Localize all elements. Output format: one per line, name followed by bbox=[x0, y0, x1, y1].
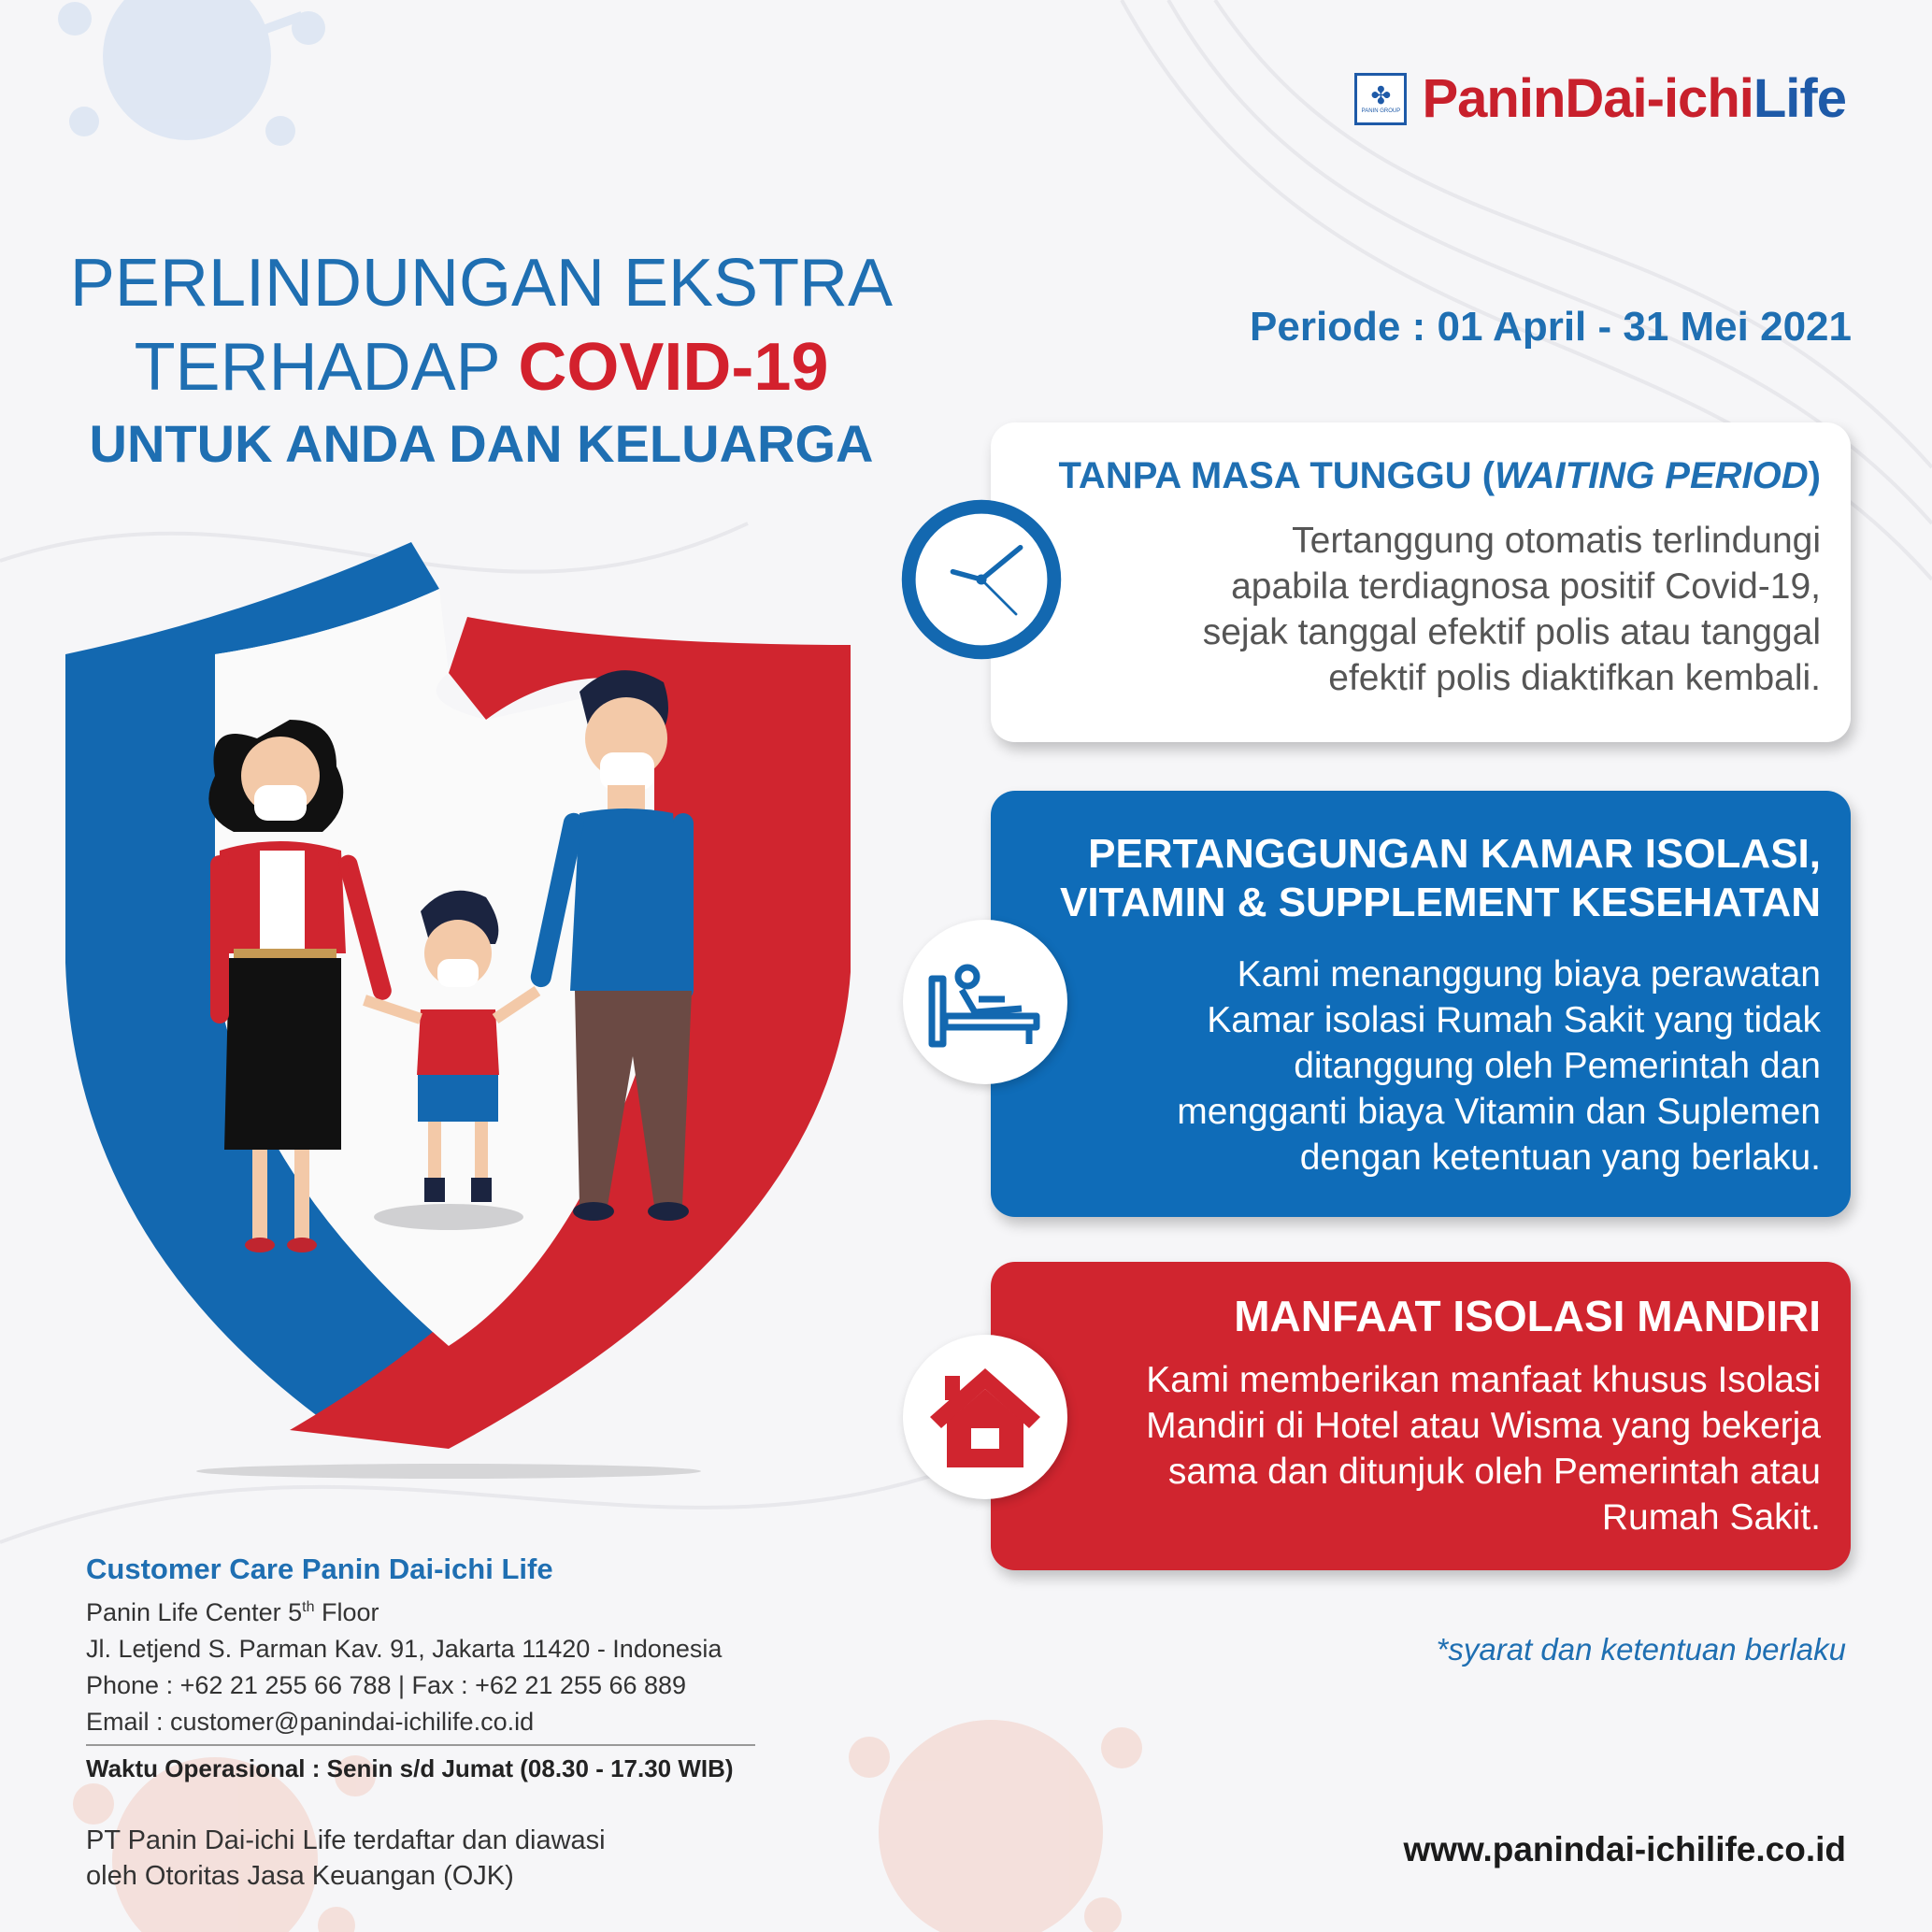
contact-address-1: Panin Life Center 5th Floor bbox=[86, 1598, 379, 1626]
customer-care-contact bbox=[86, 1550, 759, 1894]
website-link[interactable]: www.panindai-ichilife.co.id bbox=[1403, 1830, 1846, 1868]
panin-group-mark-icon: ✤ PANIN GROUP bbox=[1354, 73, 1407, 125]
card-isolation-room bbox=[991, 791, 1851, 1217]
card-isolation-room-body: Kami menanggung biaya perawatan Kamar isolasi Rumah Sakit yang tidak ditanggung oleh Pemerintah dan mengganti biaya Vitamin dan Suplemen dengan ketentuan yang berlaku. bbox=[1177, 954, 1821, 1178]
company-logo-text: PaninDai-ichiLife bbox=[1422, 68, 1846, 129]
contact-address-2: Jl. Letjend S. Parman Kav. 91, Jakarta 11420 - Indonesia bbox=[86, 1635, 723, 1663]
card-self-isolation bbox=[991, 1262, 1851, 1570]
card-waiting-period bbox=[991, 422, 1851, 742]
operating-hours: Waktu Operasional : Senin s/d Jumat (08.30 - 17.30 WIB) bbox=[86, 1754, 734, 1782]
company-logo[interactable] bbox=[1354, 67, 1846, 130]
headline-line-3: UNTUK ANDA DAN KELUARGA bbox=[89, 414, 874, 473]
family-shield-illustration bbox=[56, 533, 860, 1486]
card-waiting-period-body: Tertanggung otomatis terlindungi apabila terdiagnosa positif Covid-19, sejak tanggal efektif polis atau tanggal efektif polis diaktifkan kembali. bbox=[1202, 521, 1821, 698]
contact-phone-fax: Phone : +62 21 255 66 788 | Fax : +62 21 255 66 889 bbox=[86, 1671, 687, 1699]
contact-title: Customer Care Panin Dai-ichi Life bbox=[86, 1553, 553, 1585]
terms-disclaimer: *syarat dan ketentuan berlaku bbox=[1436, 1632, 1846, 1667]
hospital-bed-icon bbox=[903, 920, 1067, 1084]
contact-email[interactable]: Email : customer@panindai-ichilife.co.id bbox=[86, 1708, 535, 1736]
home-icon bbox=[903, 1335, 1067, 1499]
headline-line-1: PERLINDUNGAN EKSTRA bbox=[69, 246, 894, 321]
contact-divider bbox=[86, 1744, 755, 1746]
clock-icon bbox=[899, 497, 1064, 662]
headline-covid-highlight: COVID-19 bbox=[518, 330, 829, 405]
card-isolation-room-title: PERTANGGUNGAN KAMAR ISOLASI, VITAMIN & SUPPLEMENT KESEHATAN bbox=[1059, 831, 1821, 925]
card-self-isolation-body: Kami memberikan manfaat khusus Isolasi Mandiri di Hotel atau Wisma yang bekerja sama dan ditunjuk oleh Pemerintah atau Rumah Sakit. bbox=[1146, 1360, 1821, 1538]
promo-period: Periode : 01 April - 31 Mei 2021 bbox=[1250, 304, 1852, 350]
card-waiting-period-title: TANPA MASA TUNGGU (WAITING PERIOD) bbox=[1058, 455, 1821, 496]
headline bbox=[56, 241, 907, 479]
card-self-isolation-title: MANFAAT ISOLASI MANDIRI bbox=[1234, 1292, 1821, 1340]
ojk-statement: PT Panin Dai-ichi Life terdaftar dan diawasi oleh Otoritas Jasa Keuangan (OJK) bbox=[86, 1825, 606, 1891]
headline-line-2: TERHADAP COVID-19 bbox=[134, 330, 829, 405]
